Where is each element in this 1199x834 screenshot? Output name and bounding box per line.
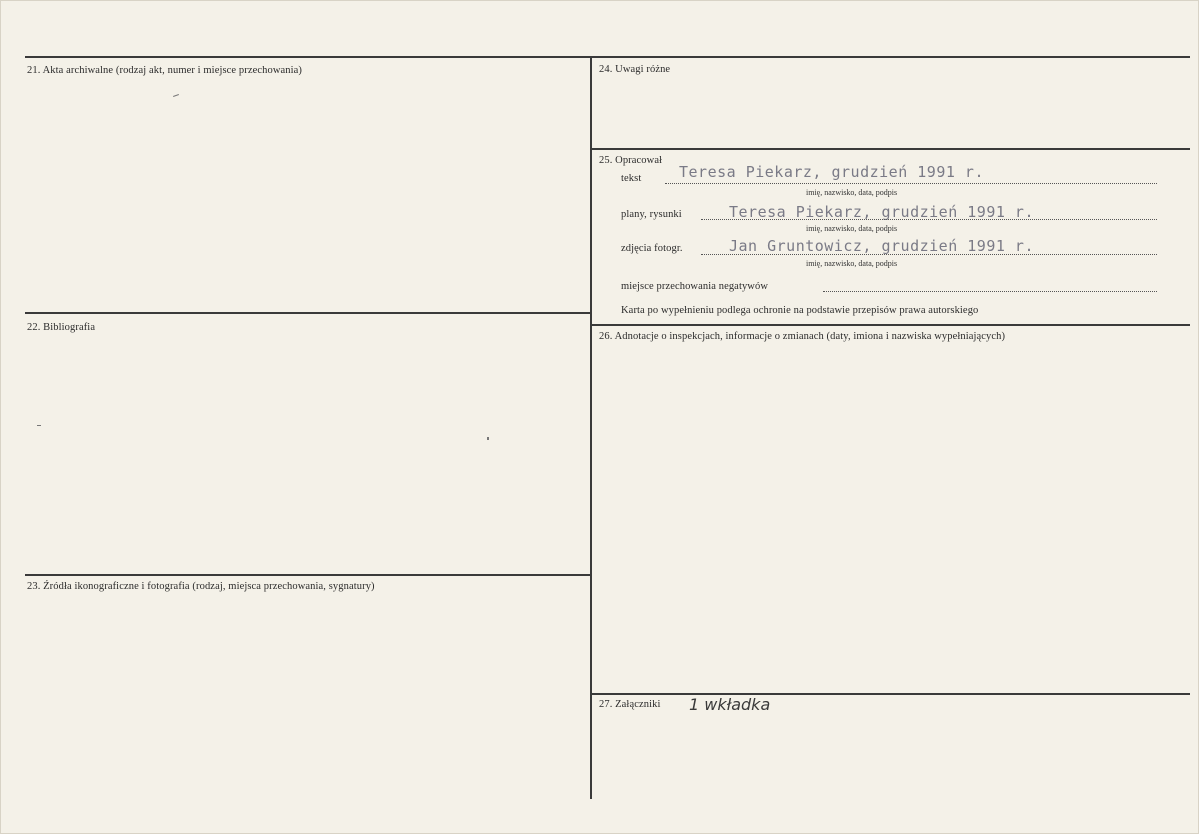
rule-25-26 [592, 324, 1190, 326]
zdjecia-label: zdjęcia fotogr. [621, 243, 683, 254]
tekst-line [665, 183, 1157, 184]
plany-line [701, 219, 1157, 220]
top-rule [25, 56, 1190, 58]
copyright-note: Karta po wypełnieniu podlega ochronie na podstawie przepisów prawa autorskiego [621, 305, 979, 316]
negatywy-label: miejsce przechowania negatywów [621, 281, 769, 292]
section-27-label: 27. Załączniki [599, 699, 661, 710]
tekst-caption: imię, nazwisko, data, podpis [806, 188, 898, 197]
section-26-label: 26. Adnotacje o inspekcjach, informacje o zmianach (daty, imiona i nazwiska wypełniających) [599, 331, 1006, 342]
pen-mark [173, 94, 179, 97]
plany-caption: imię, nazwisko, data, podpis [806, 224, 898, 233]
negatywy-line [823, 291, 1157, 292]
plany-value: Teresa Piekarz, grudzień 1991 r. [729, 203, 1034, 221]
zdjecia-line [701, 254, 1157, 255]
rule-24-25 [592, 148, 1190, 150]
plany-label: plany, rysunki [621, 209, 682, 220]
rule-21-22 [25, 312, 591, 314]
rule-22-23 [25, 574, 591, 576]
attachments-value: 1 wkładka [689, 695, 771, 714]
tekst-label: tekst [621, 173, 642, 184]
zdjecia-value: Jan Gruntowicz, grudzień 1991 r. [729, 237, 1034, 255]
center-divider [590, 57, 592, 799]
rule-26-27 [592, 693, 1190, 695]
pen-mark [37, 425, 41, 426]
pen-mark [487, 437, 489, 440]
section-23-label: 23. Źródła ikonograficzne i fotografia (rodzaj, miejsca przechowania, sygnatury) [27, 581, 375, 592]
zdjecia-caption: imię, nazwisko, data, podpis [806, 259, 898, 268]
section-24-label: 24. Uwagi różne [599, 64, 671, 75]
section-22-label: 22. Bibliografia [27, 322, 96, 333]
section-21-label: 21. Akta archiwalne (rodzaj akt, numer i miejsce przechowania) [27, 65, 303, 76]
tekst-value: Teresa Piekarz, grudzień 1991 r. [679, 163, 984, 181]
section-25-label: 25. Opracował [599, 155, 663, 166]
